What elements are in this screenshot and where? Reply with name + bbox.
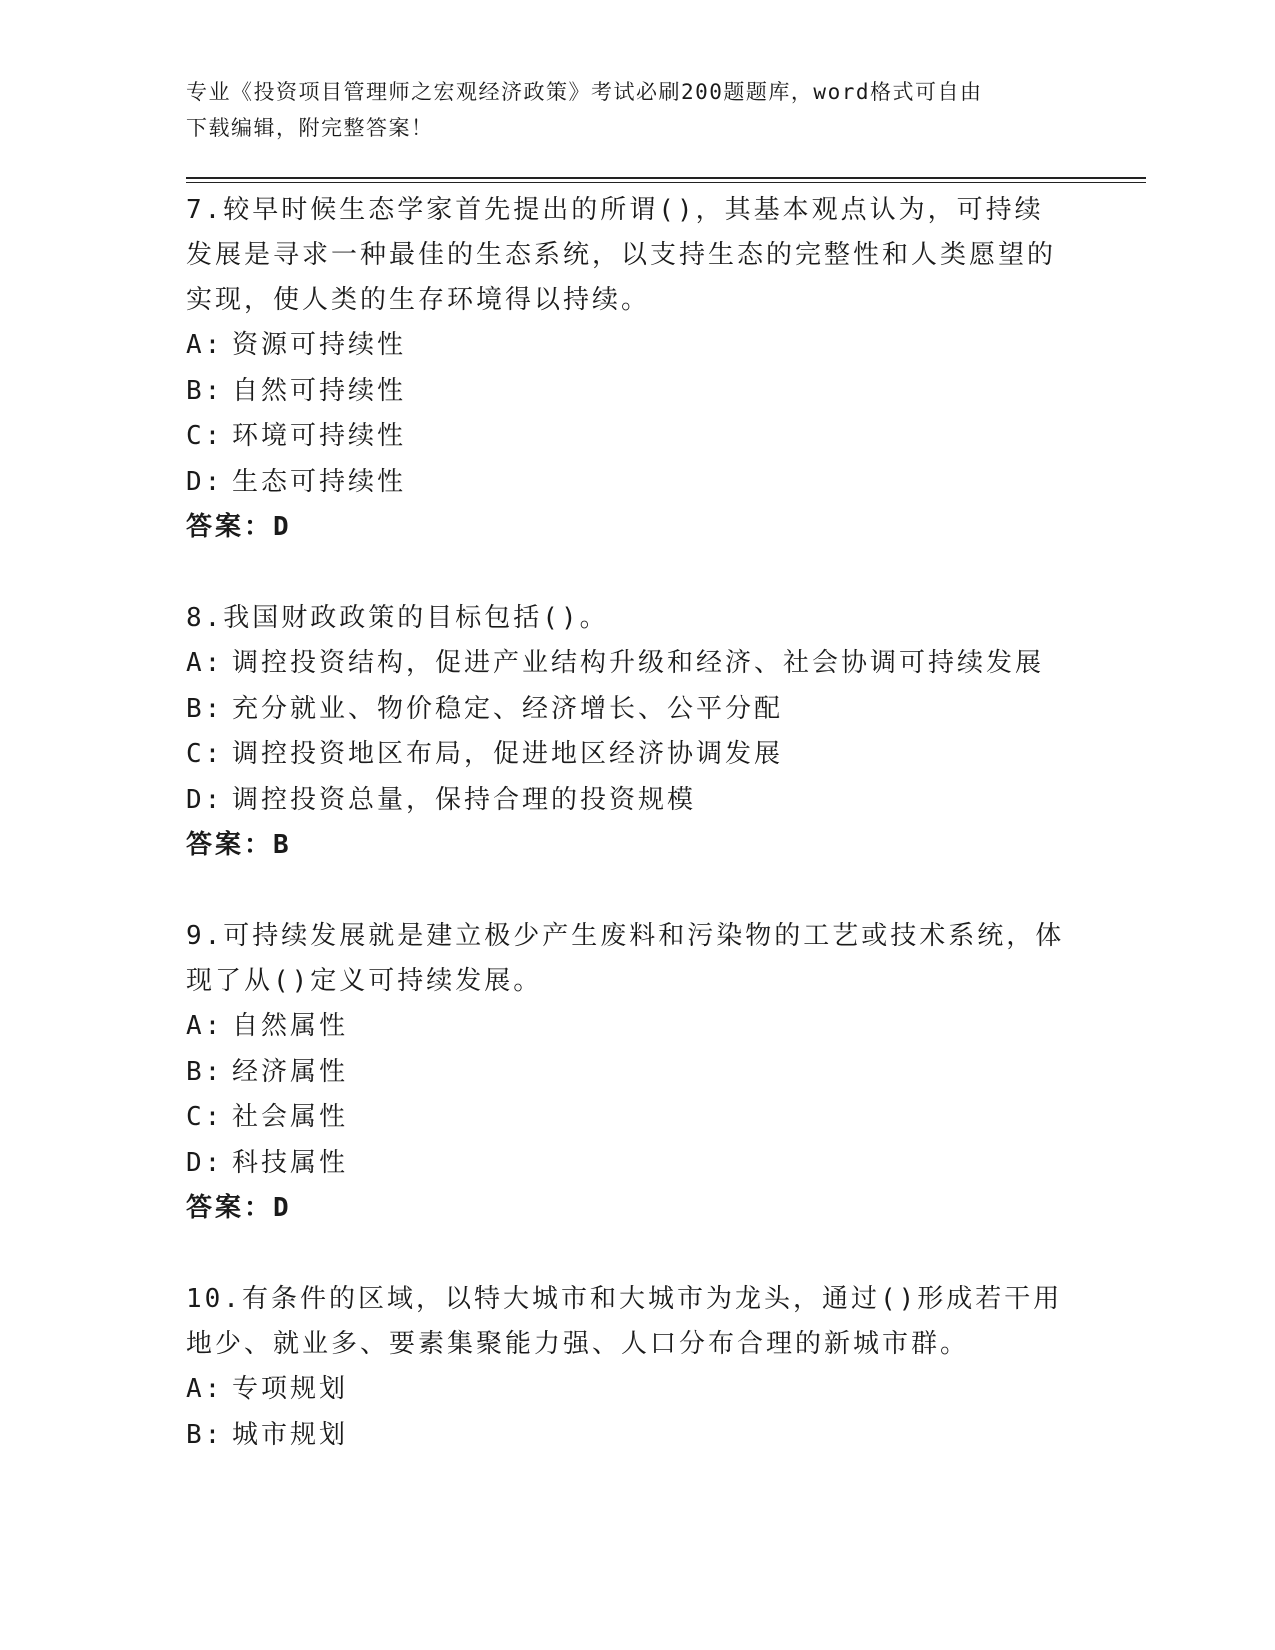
option-text: 经济属性 — [232, 1056, 349, 1087]
answer-label: 答案：D — [186, 512, 292, 542]
question-8 — [186, 596, 1066, 868]
header-rule-thin — [186, 182, 1146, 183]
option-key: C: — [186, 421, 224, 451]
option-b — [186, 1050, 1066, 1096]
option-key: D: — [186, 1147, 224, 1178]
option-d — [186, 778, 1066, 824]
question-text: 7.较早时候生态学家首先提出的所谓()，其基本观点认为，可持续发展是寻求一种最佳的生态系统，以支持生态的完整性和人类愿望的实现，使人类的生存环境得以持续。 — [186, 195, 1057, 315]
question-text: 9.可持续发展就是建立极少产生废料和污染物的工艺或技术系统，体现了从()定义可持续发展。 — [186, 921, 1065, 996]
question-text: 8.我国财政政策的目标包括()。 — [186, 603, 609, 633]
option-text: 自然可持续性 — [232, 375, 407, 406]
option-b — [186, 1413, 1066, 1459]
option-a — [186, 323, 1066, 369]
option-key: A: — [186, 330, 224, 360]
option-text: 资源可持续性 — [232, 330, 407, 360]
answer-label: 答案：B — [186, 830, 292, 860]
header-line-1: 专业《投资项目管理师之宏观经济政策》考试必刷200题题库，word格式可自由 — [186, 80, 983, 104]
option-text: 生态可持续性 — [232, 466, 407, 497]
option-key: B: — [186, 1419, 224, 1450]
header-rule-thick — [186, 177, 1146, 179]
option-key: C: — [186, 1102, 224, 1132]
question-10 — [186, 1277, 1066, 1458]
option-a — [186, 1367, 1066, 1413]
option-text: 调控投资结构，促进产业结构升级和经济、社会协调可持续发展 — [232, 648, 1045, 678]
option-text: 城市规划 — [232, 1419, 349, 1450]
option-key: D: — [186, 784, 224, 815]
option-a — [186, 1004, 1066, 1050]
option-c — [186, 732, 1066, 778]
option-key: B: — [186, 693, 224, 724]
option-text: 社会属性 — [232, 1102, 349, 1132]
option-key: B: — [186, 1056, 224, 1087]
question-text: 10.有条件的区域，以特大城市和大城市为龙头，通过()形成若干用地少、就业多、要素集聚能力强、人口分布合理的新城市群。 — [186, 1284, 1063, 1359]
option-c — [186, 1095, 1066, 1141]
option-key: B: — [186, 375, 224, 406]
option-key: A: — [186, 1011, 224, 1041]
option-key: C: — [186, 739, 224, 769]
option-text: 科技属性 — [232, 1147, 349, 1178]
option-b — [186, 369, 1066, 415]
option-d — [186, 460, 1066, 506]
header-line-2: 下载编辑，附完整答案！ — [186, 116, 434, 140]
option-text: 环境可持续性 — [232, 421, 407, 451]
question-list — [186, 188, 1066, 1504]
answer-label: 答案：D — [186, 1193, 292, 1223]
document-header — [186, 74, 1066, 146]
option-text: 充分就业、物价稳定、经济增长、公平分配 — [232, 693, 784, 724]
question-7 — [186, 188, 1066, 550]
option-d — [186, 1141, 1066, 1187]
option-text: 调控投资地区布局，促进地区经济协调发展 — [232, 739, 784, 769]
option-key: A: — [186, 648, 224, 678]
option-key: A: — [186, 1374, 224, 1404]
option-text: 调控投资总量，保持合理的投资规模 — [232, 784, 697, 815]
option-key: D: — [186, 466, 224, 497]
option-text: 专项规划 — [232, 1374, 349, 1404]
option-b — [186, 687, 1066, 733]
question-9 — [186, 914, 1066, 1231]
option-a — [186, 641, 1066, 687]
option-c — [186, 414, 1066, 460]
option-text: 自然属性 — [232, 1011, 349, 1041]
